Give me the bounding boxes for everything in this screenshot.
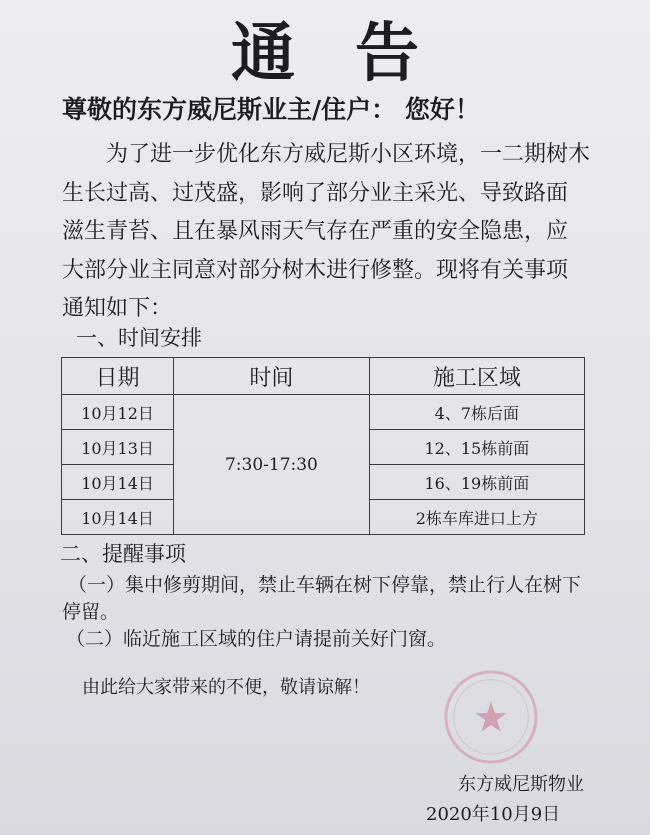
cell-date: 10月12日 xyxy=(62,395,174,430)
company-seal xyxy=(442,668,540,766)
cell-date: 10月14日 xyxy=(62,465,174,500)
cell-area: 12、15栋前面 xyxy=(369,430,584,465)
reminder-line: （二）临近施工区域的住户请提前关好门窗。 xyxy=(66,628,447,650)
cell-area: 4、7栋后面 xyxy=(369,395,584,430)
intro-line: 为了进一步优化东方威尼斯小区环境，一二期树木 xyxy=(106,142,591,167)
header-date: 日期 xyxy=(62,358,174,395)
apology-text: 由此给大家带来的不便，敬请谅解！ xyxy=(82,677,370,698)
section1-heading: 一、时间安排 xyxy=(76,326,202,350)
signature: 东方威尼斯物业 xyxy=(458,774,584,795)
reminder-line: 停留。 xyxy=(62,601,120,623)
cell-time: 7:30-17:30 xyxy=(174,395,370,535)
cell-area: 16、19栋前面 xyxy=(369,465,584,500)
schedule-table xyxy=(61,357,585,535)
notice-title: 通告 xyxy=(231,16,479,91)
intro-paragraph xyxy=(62,136,602,329)
section2-heading: 二、提醒事项 xyxy=(60,542,186,566)
notice-date: 2020年10月9日 xyxy=(426,804,561,825)
header-area: 施工区域 xyxy=(369,358,584,395)
cell-area: 2栋车库进口上方 xyxy=(369,500,584,535)
intro-line: 通知如下： xyxy=(62,296,173,321)
intro-line: 滋生青苔、且在暴风雨天气存在严重的安全隐患，应 xyxy=(62,219,569,244)
header-time: 时间 xyxy=(174,358,370,395)
intro-line: 大部分业主同意对部分树木进行修整。现将有关事项 xyxy=(62,257,569,283)
cell-date: 10月14日 xyxy=(62,500,174,535)
cell-date: 10月13日 xyxy=(62,430,174,465)
reminder-line: （一）集中修剪期间，禁止车辆在树下停靠，禁止行人在树下 xyxy=(68,574,582,596)
table-header-row xyxy=(62,358,585,395)
table-row xyxy=(62,395,585,430)
salutation: 尊敬的东方威尼斯业主/住户： 您好！ xyxy=(62,95,480,124)
intro-line: 生长过高、过茂盛，影响了部分业主采光、导致路面 xyxy=(62,180,569,206)
